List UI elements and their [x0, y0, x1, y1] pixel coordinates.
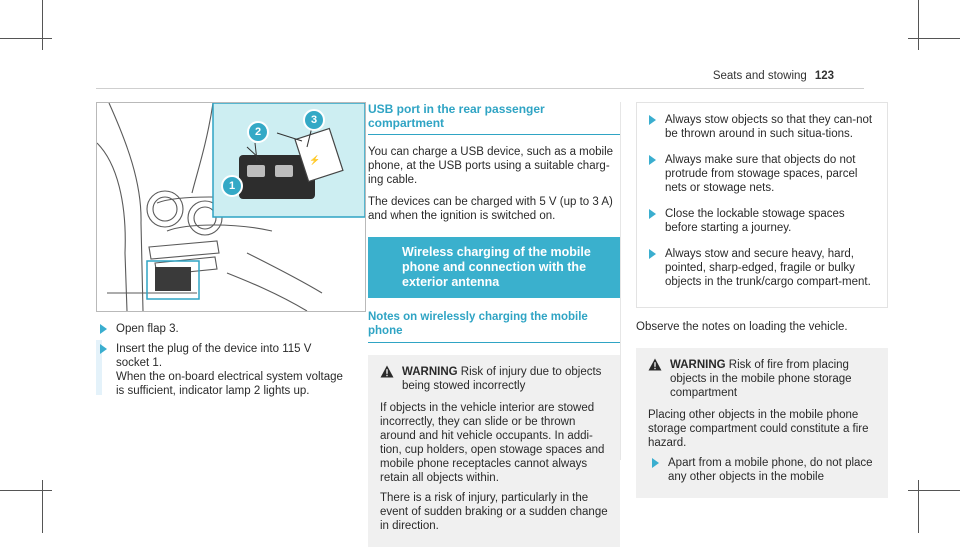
rear-console-drawing [97, 103, 365, 311]
figure-callout-3: 3 [303, 109, 325, 131]
usb-paragraph-1: You can charge a USB device, such as a mobile phone, at the USB ports using a suitable charg-ing cable. [368, 146, 614, 186]
usb-paragraph-2: The devices can be charged with 5 V (up to 3 A) and when the ignition is switched on. [368, 196, 613, 222]
running-header [713, 70, 834, 82]
crop-mark [0, 38, 52, 39]
warning-label: WARNING [402, 366, 458, 378]
step-insert-plug [96, 342, 346, 398]
warning-triangle-icon [648, 358, 662, 371]
stowing-steps-box [636, 102, 888, 308]
step-text: Always stow objects so that they can-not be thrown around in such situa-tions. [665, 114, 873, 140]
figure-callout-1: 1 [221, 175, 243, 197]
step-text: Open flap 3. [116, 323, 179, 335]
step-no-protrude [645, 153, 877, 195]
warning-title: Risk of injury due to objects being stowed incorrectly [402, 366, 602, 392]
warning-paragraph-1: If objects in the vehicle interior are stowed incorrectly, they can slide or be thrown around and hit vehicle occupants. In addi-tion, cup holders, open stowage spaces and mobile phone receptacles cannot always retain all objects within. [380, 402, 605, 484]
page-number: 123 [814, 70, 834, 82]
usb-port-illustration [96, 102, 366, 312]
column-divider [620, 102, 621, 460]
usb-column [368, 102, 620, 547]
warning-box-injury [368, 355, 620, 547]
step-close-lockable [645, 207, 877, 235]
step-open-flap [96, 322, 346, 336]
crop-mark [918, 0, 919, 50]
warning-header [380, 365, 610, 393]
step-text: Apart from a mobile phone, do not place any other objects in the mobile [668, 457, 873, 483]
warning-paragraph: Placing other objects in the mobile phone storage compartment could constitute a fire hazard. [648, 409, 869, 449]
step-arrow-icon [100, 324, 107, 334]
crop-mark [918, 480, 919, 533]
header-rule [96, 88, 864, 89]
step-arrow-icon [652, 458, 659, 468]
stowing-column [636, 102, 888, 498]
step-arrow-icon [649, 209, 656, 219]
usb-steps [96, 322, 346, 404]
svg-text:⚡: ⚡ [309, 155, 321, 165]
step-arrow-icon [649, 115, 656, 125]
crop-mark [42, 480, 43, 533]
observe-note: Observe the notes on loading the vehicle. [636, 321, 848, 333]
crop-mark [42, 0, 43, 50]
warning-triangle-icon [380, 365, 394, 378]
crop-mark [908, 490, 960, 491]
warning-title: Risk of fire from placing objects in the mobile phone storage compartment [670, 359, 852, 399]
warning-box-fire [636, 348, 888, 498]
crop-mark [908, 38, 960, 39]
step-text: Insert the plug of the device into 115 V socket 1. [116, 343, 312, 369]
step-stow-objects [645, 113, 877, 141]
step-result: When the on-board electrical system voltage is sufficient, indicator lamp 2 lights up. [116, 371, 343, 397]
crop-mark [0, 490, 52, 491]
wireless-heading: Wireless charging of the mobile phone and connection with the exterior antenna [368, 237, 620, 298]
step-text: Always make sure that objects do not protrude from stowage spaces, parcel nets or stowage nets. [665, 154, 858, 194]
step-text: Close the lockable stowage spaces before starting a journey. [665, 208, 845, 234]
warning-header [648, 358, 876, 400]
wireless-notes-heading: Notes on wirelessly charging the mobile phone [368, 310, 620, 343]
step-no-other-objects [648, 456, 876, 484]
warning-label: WARNING [670, 359, 726, 371]
step-text: Always stow and secure heavy, hard, pointed, sharp-edged, fragile or bulky objects in the trunk/cargo compart-ment. [665, 248, 871, 288]
step-arrow-icon [649, 249, 656, 259]
step-arrow-icon [100, 344, 107, 354]
usb-heading: USB port in the rear passenger compartment [368, 102, 620, 135]
step-arrow-icon [649, 155, 656, 165]
header-section: Seats and stowing [712, 70, 807, 82]
step-secure-heavy [645, 247, 877, 289]
warning-paragraph-2: There is a risk of injury, particularly in the event of sudden braking or a sudden change in direction. [380, 492, 608, 532]
figure-callout-2: 2 [247, 121, 269, 143]
